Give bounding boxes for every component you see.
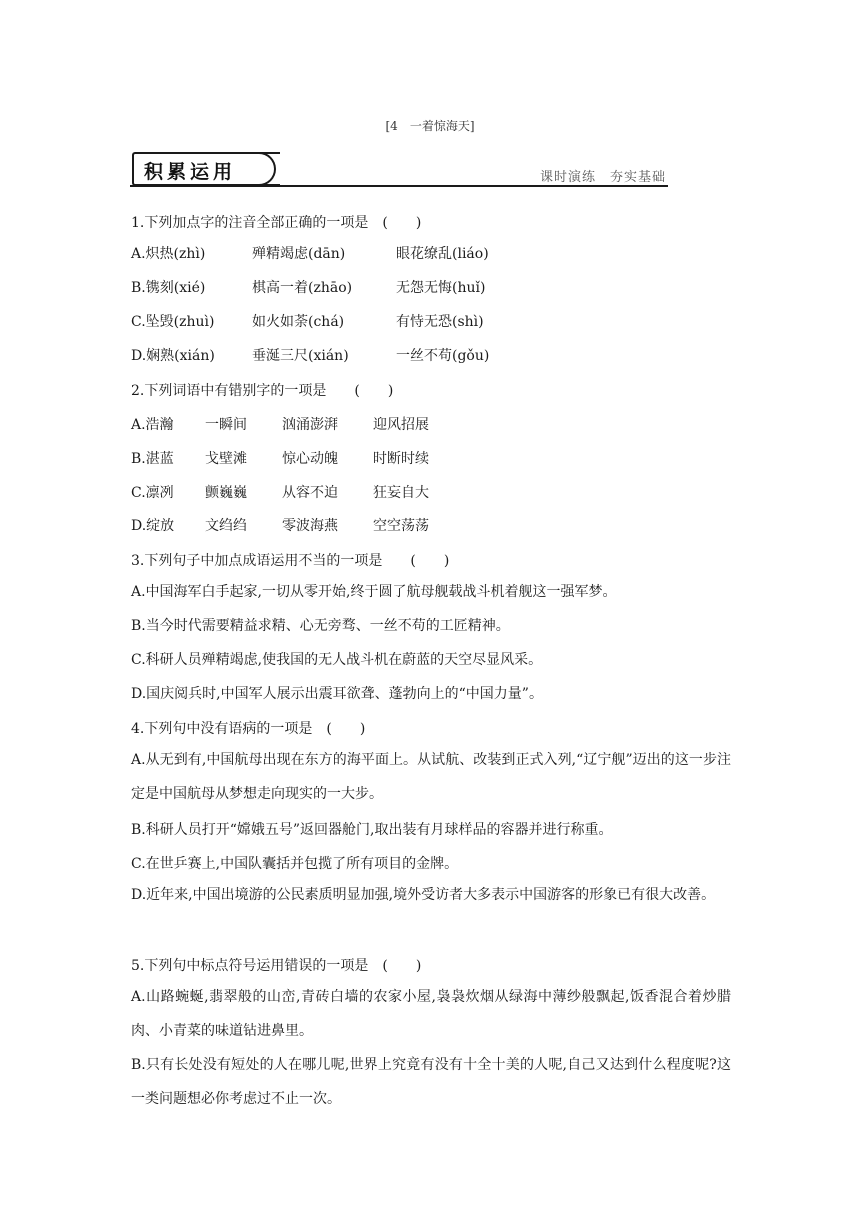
- q3-option-b: B.当今时代需要精益求精、心无旁骛、一丝不苟的工匠精神。: [131, 618, 510, 634]
- lesson-header: [4 一着惊海天]: [385, 119, 475, 133]
- q2-a-item: 一瞬间: [205, 417, 247, 433]
- banner-title: 积累运用: [144, 161, 237, 183]
- q1-c-item: 有恃无恐(shì): [396, 314, 484, 330]
- q2-b-item: 戈壁滩: [205, 451, 247, 467]
- q1-c-item: 如火如荼(chá): [252, 314, 345, 330]
- q1-b-item: 无怨无悔(huǐ): [396, 280, 486, 296]
- q2-option-d: [131, 516, 429, 536]
- q1-d-item: 一丝不苟(gǒu): [396, 348, 490, 364]
- q3-option-d: D.国庆阅兵时,中国军人展示出震耳欲聋、蓬勃向上的“中国力量”。: [131, 686, 543, 702]
- q4-option-a: A.从无到有,中国航母出现在东方的海平面上。从试航、改装到正式入列,“辽宁舰”迈出的这一步注定是中国航母从梦想走向现实的一大步。: [131, 752, 731, 802]
- q4-option-d: D.近年来,中国出境游的公民素质明显加强,境外受访者大多表示中国游客的形象已有很大改善。: [131, 887, 716, 903]
- q2-a-item: 迎风招展: [373, 417, 429, 433]
- q2-c-item: 颤巍巍: [205, 485, 247, 501]
- q1-d-item: 垂涎三尺(xián): [252, 348, 349, 364]
- q1-option-a: [131, 244, 489, 264]
- q1-d-item: D.娴熟(xián): [131, 348, 215, 364]
- q1-b-item: B.镌刻(xié): [131, 280, 206, 296]
- q4-stem: 4.下列句中没有语病的一项是 ( ): [131, 721, 366, 737]
- q2-b-item: 时断时续: [373, 451, 429, 467]
- q2-b-item: B.湛蓝: [131, 451, 174, 467]
- q2-d-item: D.绽放: [131, 518, 175, 534]
- q1-option-c: [131, 312, 484, 332]
- q5-stem: 5.下列句中标点符号运用错误的一项是 ( ): [131, 958, 422, 974]
- q2-a-item: 汹涌澎湃: [282, 417, 338, 433]
- q2-d-item: 文绉绉: [205, 518, 247, 534]
- q2-d-item: 空空荡荡: [373, 518, 429, 534]
- q3-option-a: A.中国海军白手起家,一切从零开始,终于圆了航母舰载战斗机着舰这一强军梦。: [131, 584, 617, 600]
- q1-a-item: A.炽热(zhì): [131, 246, 206, 262]
- q2-stem: 2.下列词语中有错别字的一项是 ( ): [131, 383, 394, 399]
- q2-c-item: 从容不迫: [282, 485, 338, 501]
- q1-stem: 1.下列加点字的注音全部正确的一项是 ( ): [131, 215, 422, 231]
- q2-c-item: 狂妄自大: [373, 485, 429, 501]
- q4-option-c: C.在世乒赛上,中国队囊括并包揽了所有项目的金牌。: [131, 856, 459, 872]
- q2-d-item: 零波海燕: [282, 518, 338, 534]
- section-banner: [130, 152, 668, 190]
- q2-option-a: [131, 415, 429, 435]
- banner-subtitle: 课时演练 夯实基础: [539, 170, 666, 185]
- q1-b-item: 棋高一着(zhāo): [252, 280, 353, 296]
- q2-b-item: 惊心动魄: [282, 451, 338, 467]
- q1-option-b: [131, 278, 485, 298]
- q3-option-c: C.科研人员殚精竭虑,使我国的无人战斗机在蔚蓝的天空尽显风采。: [131, 652, 543, 668]
- q3-stem: 3.下列句子中加点成语运用不当的一项是 ( ): [131, 553, 450, 569]
- q1-a-item: 殚精竭虑(dān): [252, 246, 346, 262]
- q2-a-item: A.浩瀚: [131, 417, 174, 433]
- q2-c-item: C.凛冽: [131, 485, 174, 501]
- q5-option-b: B.只有长处没有短处的人在哪儿呢,世界上究竟有没有十全十美的人呢,自己又达到什么程度呢?这一类问题想必你考虑过不止一次。: [131, 1057, 731, 1107]
- q4-option-b: B.科研人员打开“嫦娥五号”返回器舱门,取出装有月球样品的容器并进行称重。: [131, 822, 613, 838]
- q1-c-item: C.坠毁(zhuì): [131, 314, 215, 330]
- q2-option-b: [131, 449, 429, 469]
- q5-option-a: A.山路蜿蜒,翡翠般的山峦,青砖白墙的农家小屋,袅袅炊烟从绿海中薄纱般飘起,饭香混合着炒腊肉、小青菜的味道钻进鼻里。: [131, 989, 731, 1039]
- q1-option-d: [131, 346, 489, 366]
- banner-rule: [130, 185, 668, 187]
- q2-option-c: [131, 483, 429, 503]
- q1-a-item: 眼花缭乱(liáo): [396, 246, 489, 262]
